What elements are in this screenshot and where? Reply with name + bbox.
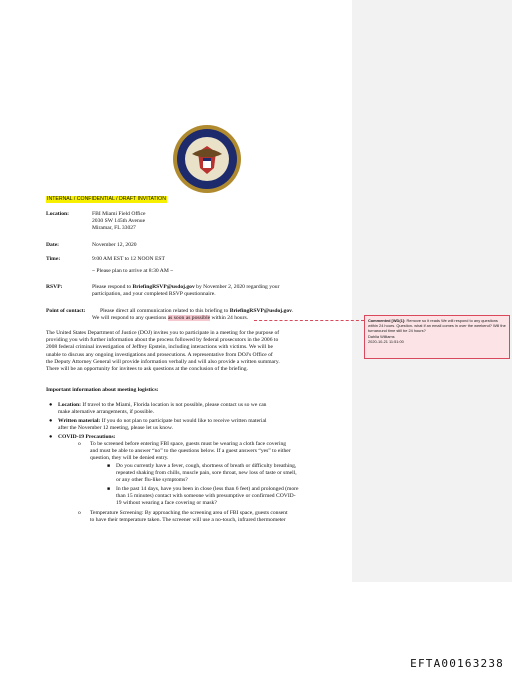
comment-timestamp: 2020-10-21 11:51:00 — [368, 338, 404, 344]
arrival-note: ~ Please plan to arrive at 8:30 AM ~ — [92, 268, 174, 274]
commented-text[interactable]: as soon as possible — [167, 315, 211, 321]
logistics-item-covid: ● COVID-19 Precautions: — [49, 434, 116, 440]
doj-seal-icon — [172, 124, 242, 194]
contact-email[interactable]: BriefingRSVP@usdoj.gov — [229, 308, 292, 314]
location-line3: Miramar, FL 33027 — [92, 225, 136, 231]
covid-question-symptoms: ■ Do you currently have a fever, cough, shortness of breath or difficulty breathing, repeated shaking from chills, muscle pain, sore throat, new loss of taste or smell, or any other flu-like symptoms? — [107, 463, 297, 484]
logistics-item-written: ● Written material: If you do not plan to participate but would like to receive written material after the November 12 meeting, please let us know. — [49, 418, 267, 432]
review-comment[interactable] — [364, 315, 510, 359]
time-value: 9:00 AM EST to 12 NOON EST — [92, 256, 165, 262]
rsvp-email[interactable]: BriefingRSVP@usdoj.gov — [132, 284, 195, 290]
comment-author: Dahlia Williams — [368, 333, 395, 339]
location-line2: 2030 SW 145th Avenue — [92, 218, 146, 224]
rsvp-line1: Please respond to BriefingRSVP@usdoj.gov by November 2, 2020 regarding your — [92, 284, 280, 290]
date-value: November 12, 2020 — [92, 242, 137, 248]
location-line1: FBI Miami Field Office — [92, 211, 146, 217]
comment-label: Commented [WD(1]: — [368, 318, 406, 323]
intro-paragraph: The United States Department of Justice (DOJ) invites you to participate in a meeting for the purpose of providing you with further information about the process followed by federal prosecutors in the 2006 to 2008 federal criminal investigation of Jeffrey Epstein, including interactions with victims. We will be unable to discuss any ongoing investigations and prosecutions. A representative from DOJ's Office of the Deputy Attorney General will provide information verbally and will also provide a written summary. There will be an opportunity for invitees to ask questions at the conclusion of the briefing. — [46, 330, 280, 373]
rsvp-label: RSVP: — [46, 284, 63, 290]
logistics-heading: Important information about meeting logistics: — [46, 387, 159, 393]
logistics-item-location: ● Location: If travel to the Miami, Florida location is not possible, please contact us so we can make alternative arrangements, if possible. — [49, 402, 267, 416]
location-label: Location: — [46, 211, 69, 217]
contact-label: Point of contact: — [46, 308, 86, 314]
comment-text: Remove so it reads We will respond to any questions within 24 hours. Question- what if an email comes in over the weekend? Will the turnaround time still be 24 hours? — [368, 318, 506, 334]
covid-screening-item: o To be screened before entering FBI space, guests must be wearing a cloth face covering and must be able to answer “no” to the questions below. If a guest answers “yes” to either question, they will be denied entry. — [78, 441, 291, 462]
date-label: Date: — [46, 242, 60, 248]
contact-line2: We will respond to any questions as soon as possible within 24 hours. — [92, 315, 249, 321]
rsvp-line2: participation, and your completed RSVP questionnaire. — [92, 291, 216, 297]
comment-connector — [254, 320, 364, 322]
contact-line1: Please direct all communication related to this briefing to BriefingRSVP@usdoj.gov. — [100, 308, 294, 314]
time-label: Time: — [46, 256, 61, 262]
draft-banner: INTERNAL / CONFIDENTIAL / DRAFT INVITATION — [47, 196, 166, 202]
temperature-screening-item: o Temperature Screening: By approaching the screening area of FBI space, guests consent to have their temperature taken. The screener will use a no-touch, infrared thermometer — [78, 510, 288, 524]
comment-margin — [352, 0, 512, 582]
document-id: EFTA00163238 — [410, 657, 504, 670]
covid-question-contact: ■ In the past 14 days, have you been in close (less than 6 feet) and prolonged (more than 15 minutes) contact with someone with presumptive or confirmed COVID- 19 without wearing a face covering or mask? — [107, 486, 299, 507]
